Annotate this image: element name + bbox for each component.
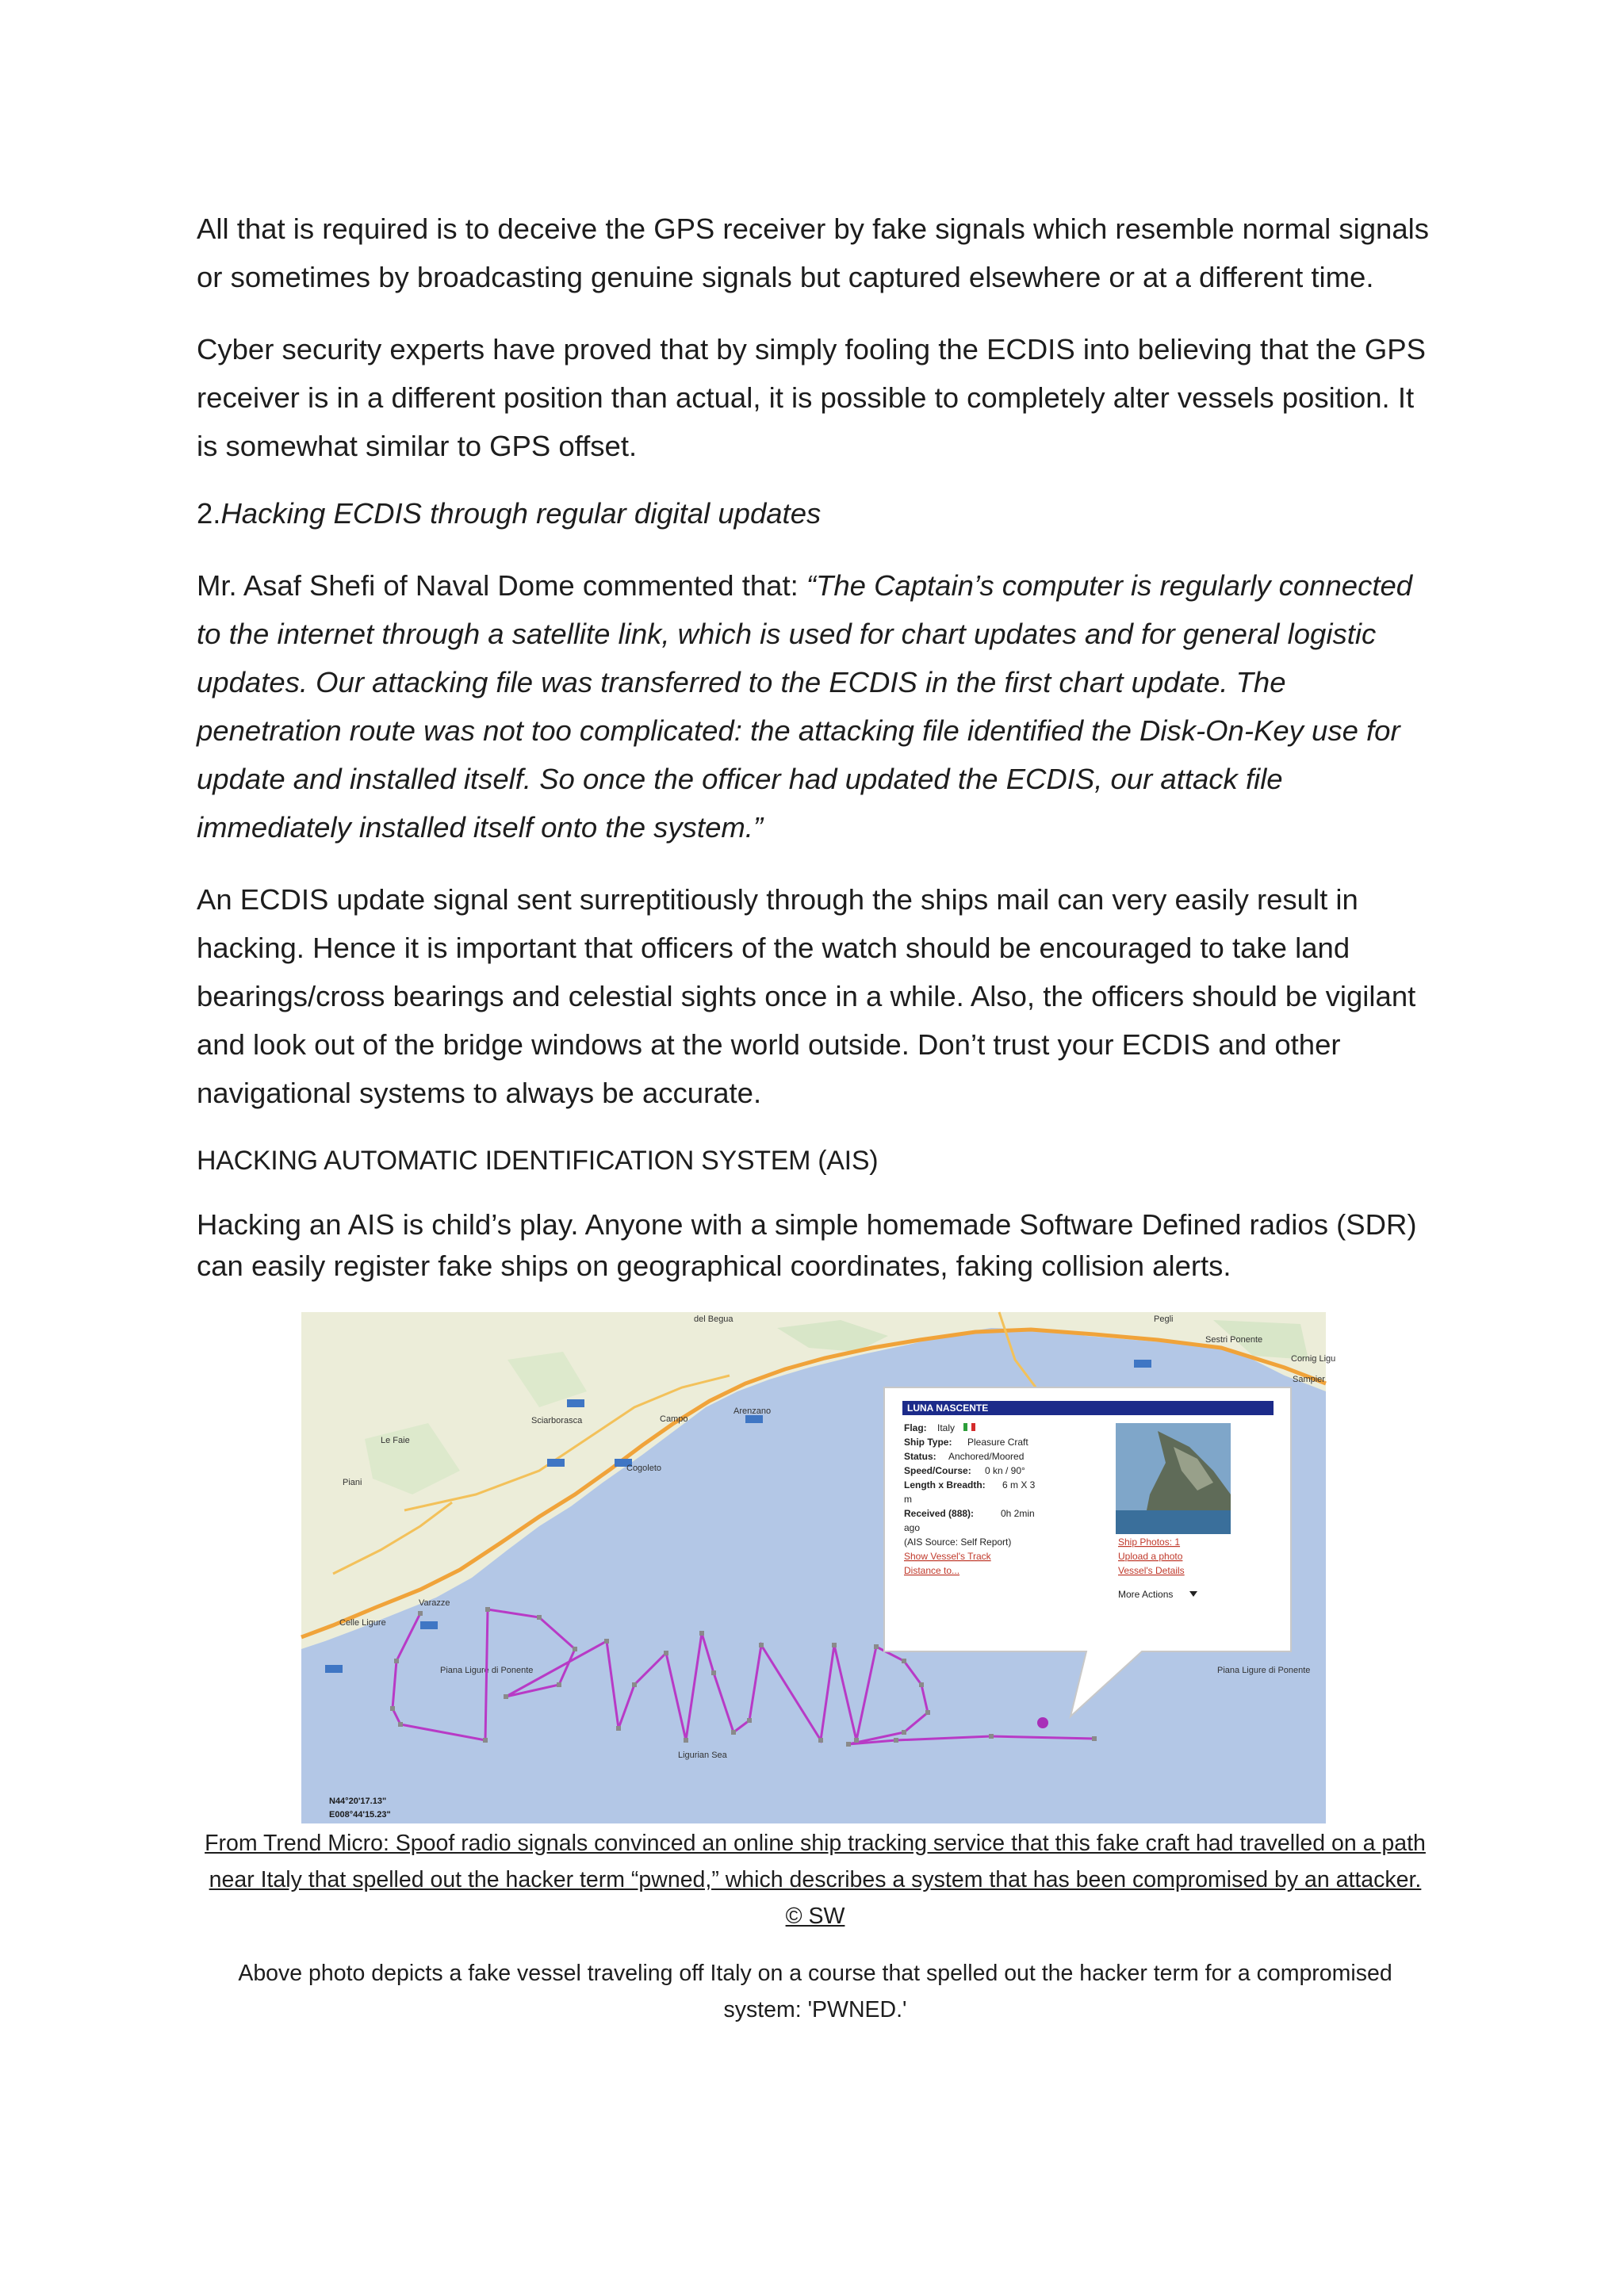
map-label: Sciarborasca	[531, 1416, 583, 1425]
route-shield	[420, 1621, 438, 1629]
subheading-hacking-ecdis	[197, 494, 1434, 534]
ship-photos-link[interactable]: Ship Photos: 1	[1118, 1536, 1181, 1548]
track-waypoint	[874, 1644, 879, 1649]
track-waypoint	[557, 1682, 561, 1687]
popup-speed-value: 0 kn / 90°	[985, 1465, 1025, 1476]
track-waypoint	[711, 1670, 716, 1675]
vessel-details-link[interactable]: Vessel's Details	[1118, 1565, 1185, 1576]
paragraph-naval-dome-quote	[197, 561, 1434, 851]
italy-flag-icon	[963, 1423, 967, 1431]
track-waypoint	[616, 1726, 621, 1731]
paragraph-gps-deception: All that is required is to deceive the GPS receiver by fake signals which resemble normal signals or sometimes by broadcasting genuine signals but captured elsewhere or at a different time.	[197, 212, 1429, 293]
popup-received-value-cont: ago	[904, 1522, 921, 1533]
popup-status-label: Status:	[904, 1451, 936, 1462]
quote-intro: Mr. Asaf Shefi of Naval Dome commented that:	[197, 569, 806, 602]
popup-length-label: Length x Breadth:	[904, 1479, 986, 1490]
track-waypoint	[504, 1694, 508, 1699]
map-label: del Begua	[694, 1314, 733, 1324]
track-waypoint	[747, 1718, 752, 1723]
popup-received-label: Received (888):	[904, 1508, 975, 1519]
pwned-map-figure	[301, 1312, 1336, 1823]
figure-note: Above photo depicts a fake vessel traveling off Italy on a course that spelled out the hacker term for a compromised system: 'PWNED.'	[238, 1961, 1392, 2022]
paragraph-ecdis-fooling: Cyber security experts have proved that by simply fooling the ECDIS into believing that the GPS receiver is in a different position than actual, it is possible to completely alter vessels position. It is somewhat similar to GPS offset.	[197, 333, 1427, 462]
popup-received-value: 0h 2min	[1001, 1508, 1035, 1519]
map-label: Ligurian Sea	[678, 1751, 727, 1760]
italy-flag-icon	[971, 1423, 975, 1431]
popup-flag-label: Flag:	[904, 1422, 927, 1433]
figure-caption: From Trend Micro: Spoof radio signals convinced an online ship tracking service that this fake craft had travelled on a path near Italy that spelled out the hacker term “pwned,” which describes a system that has been compromised by an attacker. © SW	[205, 1831, 1426, 1929]
track-waypoint	[919, 1682, 924, 1687]
map-label: Le Faie	[381, 1436, 410, 1445]
route-shield	[567, 1399, 584, 1407]
track-waypoint	[664, 1651, 668, 1655]
fake-vessel-marker[interactable]	[1037, 1717, 1048, 1728]
track-waypoint	[394, 1659, 399, 1663]
map-label: Cogoleto	[626, 1464, 662, 1473]
popup-length-value: 6 m X 3	[1002, 1479, 1036, 1490]
track-waypoint	[684, 1738, 688, 1743]
track-waypoint	[390, 1706, 395, 1711]
map-label: Piana Ligure di Ponente	[1217, 1666, 1311, 1675]
track-waypoint	[699, 1631, 704, 1636]
popup-flag-value: Italy	[937, 1422, 956, 1433]
track-waypoint	[485, 1607, 490, 1612]
ship-photo[interactable]	[1116, 1423, 1231, 1534]
track-waypoint	[418, 1611, 423, 1616]
route-shield	[1134, 1360, 1151, 1368]
map-label: Cornig Ligu	[1291, 1354, 1336, 1364]
popup-speed-label: Speed/Course:	[904, 1465, 971, 1476]
popup-length-value-cont: m	[904, 1494, 912, 1505]
track-waypoint	[902, 1730, 906, 1735]
italy-flag-icon	[967, 1423, 971, 1431]
map-label: Arenzano	[733, 1406, 772, 1416]
track-waypoint	[759, 1643, 764, 1647]
track-waypoint	[989, 1734, 994, 1739]
route-shield	[325, 1665, 343, 1673]
popup-type-label: Ship Type:	[904, 1437, 952, 1448]
track-waypoint	[632, 1682, 637, 1687]
popup-type-value: Pleasure Craft	[967, 1437, 1028, 1448]
route-shield	[547, 1459, 565, 1467]
track-waypoint	[854, 1738, 859, 1743]
popup-ais-source: (AIS Source: Self Report)	[904, 1536, 1012, 1548]
track-waypoint	[1092, 1736, 1097, 1741]
paragraph-ais-hacking: Hacking an AIS is child’s play. Anyone with a simple homemade Software Defined radios (SDR) can easily register fake ships on geographical coordinates, faking collision alerts.	[197, 1208, 1417, 1282]
track-waypoint	[483, 1738, 488, 1743]
map-label: Celle Ligure	[339, 1618, 386, 1628]
map-label: Piani	[343, 1478, 362, 1487]
ship-tracking-map	[301, 1312, 1336, 1823]
distance-to-link[interactable]: Distance to...	[904, 1565, 960, 1576]
subheading-text: Hacking ECDIS through regular digital updates	[220, 497, 822, 530]
upload-photo-link[interactable]: Upload a photo	[1118, 1551, 1183, 1562]
document-content	[197, 205, 1434, 2028]
paragraph-ecdis-update: An ECDIS update signal sent surreptitiously through the ships mail can very easily result in hacking. Hence it is important that officers of the watch should be encouraged to take land bearings/cross bearings and celestial sights once in a while. Also, the officers should be vigilant and look out of the bridge windows at the world outside. Don’t trust your ECDIS and other navigational systems to always be accurate.	[197, 883, 1416, 1109]
quote-text: “The Captain’s computer is regularly connected to the internet through a satellite link, which is used for chart updates and for general logistic updates. Our attacking file was transferred to the ECDIS in the first chart update. The penetration route was not too complicated: the attacking file identified the Disk-On-Key use for update and installed itself. So once the officer had updated the ECDIS, our attack file immediately installed itself onto the system.”	[197, 569, 1413, 844]
track-waypoint	[818, 1738, 823, 1743]
subheading-number: 2.	[197, 497, 221, 530]
track-waypoint	[925, 1710, 930, 1715]
popup-status-value: Anchored/Moored	[948, 1451, 1025, 1462]
map-label: Sampier	[1293, 1375, 1325, 1384]
popup-title: LUNA NASCENTE	[907, 1402, 989, 1414]
track-waypoint	[573, 1647, 577, 1651]
track-waypoint	[894, 1738, 898, 1743]
coordinate-latitude: N44°20'17.13"	[329, 1797, 387, 1806]
map-label: Piana Ligure di Ponente	[440, 1666, 534, 1675]
ship-photo-water	[1116, 1510, 1231, 1534]
track-waypoint	[832, 1643, 837, 1647]
track-waypoint	[398, 1722, 403, 1727]
map-label: Sestri Ponente	[1205, 1335, 1263, 1345]
more-actions-menu[interactable]: More Actions	[1118, 1589, 1174, 1600]
route-shield	[745, 1415, 763, 1423]
track-waypoint	[537, 1615, 542, 1620]
section-heading-ais: HACKING AUTOMATIC IDENTIFICATION SYSTEM (AIS)	[197, 1146, 879, 1176]
map-label: Varazze	[419, 1598, 450, 1608]
track-waypoint	[731, 1730, 736, 1735]
map-label: Campo	[660, 1414, 688, 1424]
track-waypoint	[846, 1742, 851, 1747]
coordinate-longitude: E008°44'15.23"	[329, 1810, 391, 1820]
show-vessel-track-link[interactable]: Show Vessel's Track	[904, 1551, 991, 1562]
track-waypoint	[604, 1639, 609, 1644]
map-label: Pegli	[1154, 1314, 1174, 1324]
track-waypoint	[902, 1659, 906, 1663]
